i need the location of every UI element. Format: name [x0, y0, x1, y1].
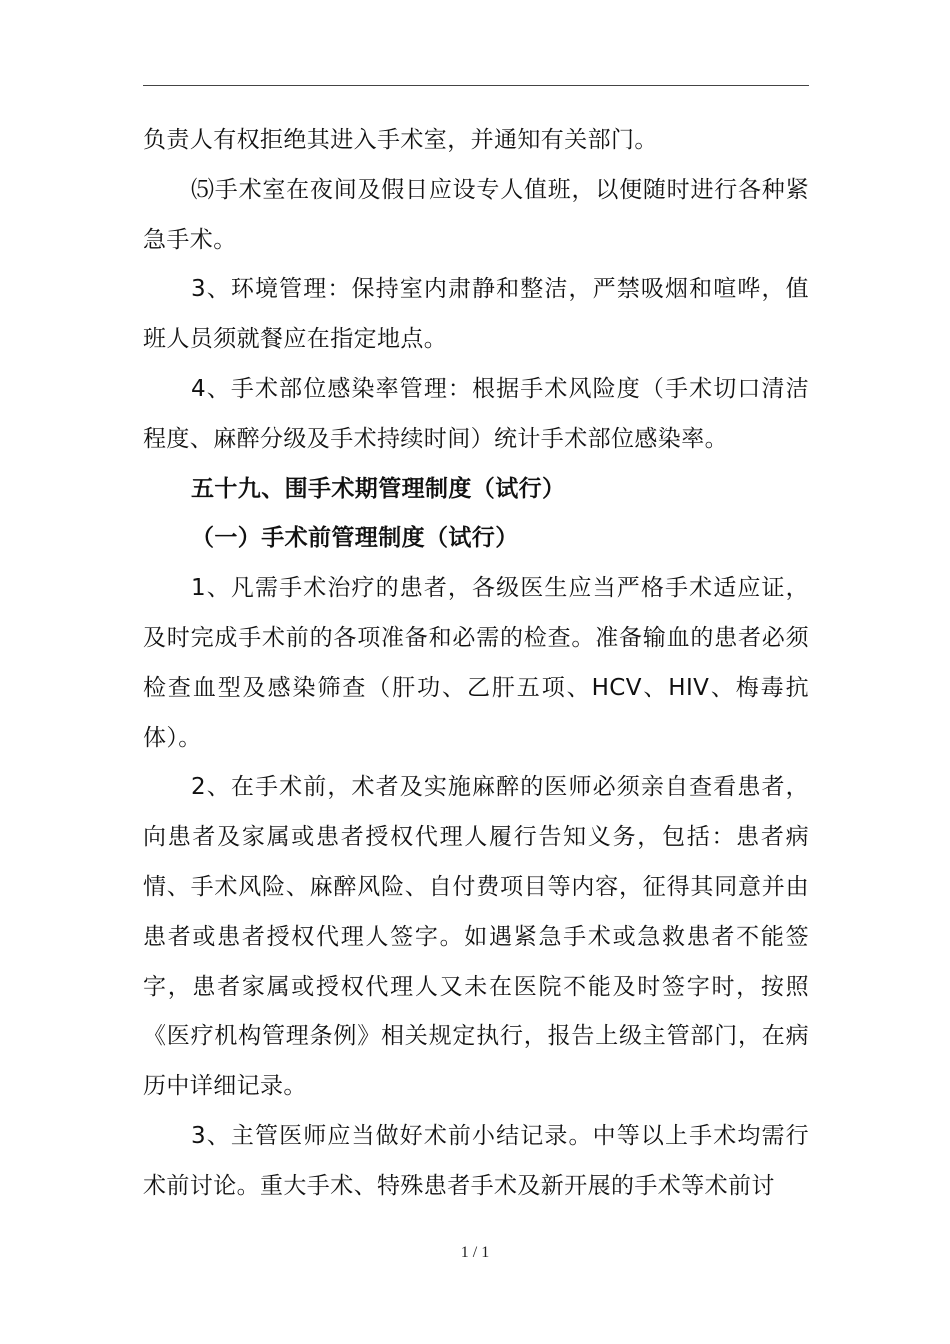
paragraph-item-5: ⑸手术室在夜间及假日应设专人值班，以便随时进行各种紧急手术。: [143, 176, 809, 253]
header-rule: [143, 85, 809, 86]
page-number: 1 / 1: [460, 1244, 490, 1261]
paragraph-environment-management: 3、环境管理：保持室内肃静和整洁，严禁吸烟和喧哗，值班人员须就餐应在指定地点。: [143, 276, 809, 353]
document-body: [143, 116, 809, 1212]
section-heading: 五十九、围手术期管理制度（试行）: [191, 475, 566, 502]
paragraph-rule-1: 1、凡需手术治疗的患者，各级医生应当严格手术适应证，及时完成手术前的各项准备和必需的检查。准备输血的患者必须检查血型及感染筛查（肝功、乙肝五项、HCV、HIV、梅毒抗体）。: [143, 575, 809, 751]
paragraph-rule-2: 2、在手术前，术者及实施麻醉的医师必须亲自查看患者，向患者及家属或患者授权代理人履行告知义务，包括：患者病情、手术风险、麻醉风险、自付费项目等内容，征得其同意并由患者或患者授权代理人签字。如遇紧急手术或急救患者不能签字，患者家属或授权代理人又未在医院不能及时签字时，按照《医疗机构管理条例》相关规定执行，报告上级主管部门，在病历中详细记录。: [143, 774, 809, 1100]
paragraph-rule-3: 3、主管医师应当做好术前小结记录。中等以上手术均需行术前讨论。重大手术、特殊患者手术及新开展的手术等术前讨: [143, 1122, 809, 1199]
paragraph-infection-rate-management: 4、手术部位感染率管理：根据手术风险度（手术切口清洁程度、麻醉分级及手术持续时间）统计手术部位感染率。: [143, 375, 809, 452]
paragraph-continuation: 负责人有权拒绝其进入手术室，并通知有关部门。: [143, 127, 658, 153]
subsection-heading: （一）手术前管理制度（试行）: [191, 525, 519, 552]
